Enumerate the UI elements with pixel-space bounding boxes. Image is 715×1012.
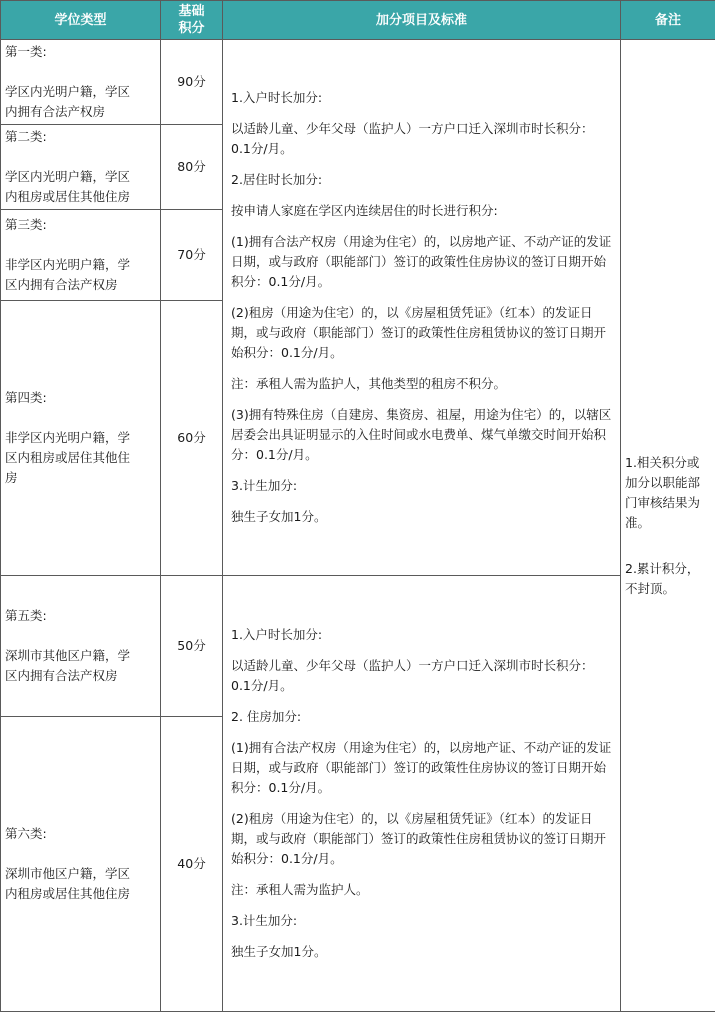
rule-text: 3.计生加分: bbox=[231, 911, 612, 931]
category-desc: 区内拥有合法产权房 bbox=[5, 275, 156, 295]
category-name: 第一类: bbox=[5, 42, 156, 62]
rules-cell-group2 bbox=[223, 576, 621, 1012]
header-type: 学位类型 bbox=[1, 1, 161, 40]
header-base-score-line1: 基础 bbox=[161, 3, 222, 20]
base-score: 70分 bbox=[161, 210, 223, 301]
table-header-row bbox=[1, 1, 715, 40]
rule-text: 独生子女加1分。 bbox=[231, 507, 612, 527]
category-desc: 非学区内光明户籍，学 bbox=[5, 428, 156, 448]
category-name: 第六类: bbox=[5, 824, 156, 844]
base-score: 40分 bbox=[161, 717, 223, 1012]
category-desc: 房 bbox=[5, 468, 156, 488]
table-row bbox=[1, 576, 715, 717]
category-desc: 内拥有合法产权房 bbox=[5, 102, 156, 122]
note-text: 1.相关积分或加分以职能部门审核结果为准。 bbox=[625, 453, 711, 533]
category-desc: 学区内光明户籍，学区 bbox=[5, 82, 156, 102]
category-desc: 内租房或居住其他住房 bbox=[5, 884, 156, 904]
header-base-score-line2: 积分 bbox=[161, 20, 222, 37]
category-cell bbox=[1, 717, 161, 1012]
rule-text: 2. 住房加分: bbox=[231, 707, 612, 727]
rule-text: 3.计生加分: bbox=[231, 476, 612, 496]
category-cell bbox=[1, 210, 161, 301]
category-cell bbox=[1, 40, 161, 125]
category-name: 第三类: bbox=[5, 215, 156, 235]
category-desc: 深圳市他区户籍，学区 bbox=[5, 864, 156, 884]
rule-text: 1.入户时长加分: bbox=[231, 625, 612, 645]
category-desc: 深圳市其他区户籍，学 bbox=[5, 646, 156, 666]
rule-text: (2)租房（用途为住宅）的，以《房屋租赁凭证》（红本）的发证日期，或与政府（职能部门）签订的政策性住房租赁协议的签订日期开始积分：0.1分/月。 bbox=[231, 303, 612, 363]
header-rules: 加分项目及标准 bbox=[223, 1, 621, 40]
note-cell bbox=[621, 40, 715, 1012]
base-score: 80分 bbox=[161, 125, 223, 210]
category-name: 第五类: bbox=[5, 606, 156, 626]
category-name: 第二类: bbox=[5, 127, 156, 147]
header-note: 备注 bbox=[621, 1, 715, 40]
rule-text: (1)拥有合法产权房（用途为住宅）的，以房地产证、不动产证的发证日期，或与政府（职能部门）签订的政策性住房协议的签订日期开始积分：0.1分/月。 bbox=[231, 738, 612, 798]
category-cell bbox=[1, 576, 161, 717]
category-desc: 学区内光明户籍，学区 bbox=[5, 167, 156, 187]
category-cell bbox=[1, 125, 161, 210]
rules-cell-group1 bbox=[223, 40, 621, 576]
rule-text: (3)拥有特殊住房（自建房、集资房、祖屋，用途为住宅）的，以辖区居委会出具证明显示的入住时间或水电费单、煤气单缴交时间开始积分：0.1分/月。 bbox=[231, 405, 612, 465]
base-score: 60分 bbox=[161, 301, 223, 576]
base-score: 50分 bbox=[161, 576, 223, 717]
base-score: 90分 bbox=[161, 40, 223, 125]
category-cell bbox=[1, 301, 161, 576]
rule-text: 注：承租人需为监护人。 bbox=[231, 880, 612, 900]
rule-text: 以适龄儿童、少年父母（监护人）一方户口迁入深圳市时长积分：0.1分/月。 bbox=[231, 119, 612, 159]
rule-text: 以适龄儿童、少年父母（监护人）一方户口迁入深圳市时长积分：0.1分/月。 bbox=[231, 656, 612, 696]
table-row bbox=[1, 40, 715, 125]
rule-text: (1)拥有合法产权房（用途为住宅）的，以房地产证、不动产证的发证日期，或与政府（职能部门）签订的政策性住房协议的签订日期开始积分：0.1分/月。 bbox=[231, 232, 612, 292]
rule-text: 独生子女加1分。 bbox=[231, 942, 612, 962]
category-desc: 内租房或居住其他住房 bbox=[5, 187, 156, 207]
rule-text: 1.入户时长加分: bbox=[231, 88, 612, 108]
rule-text: (2)租房（用途为住宅）的，以《房屋租赁凭证》（红本）的发证日期，或与政府（职能部门）签订的政策性住房租赁协议的签订日期开始积分：0.1分/月。 bbox=[231, 809, 612, 869]
note-text: 2.累计积分，不封顶。 bbox=[625, 559, 711, 599]
category-name: 第四类: bbox=[5, 388, 156, 408]
header-base-score bbox=[161, 1, 223, 40]
category-desc: 区内租房或居住其他住 bbox=[5, 448, 156, 468]
category-desc: 区内拥有合法产权房 bbox=[5, 666, 156, 686]
rule-text: 2.居住时长加分: bbox=[231, 170, 612, 190]
rule-text: 按申请人家庭在学区内连续居住的时长进行积分: bbox=[231, 201, 612, 221]
category-desc: 非学区内光明户籍，学 bbox=[5, 255, 156, 275]
rule-text: 注：承租人需为监护人，其他类型的租房不积分。 bbox=[231, 374, 612, 394]
